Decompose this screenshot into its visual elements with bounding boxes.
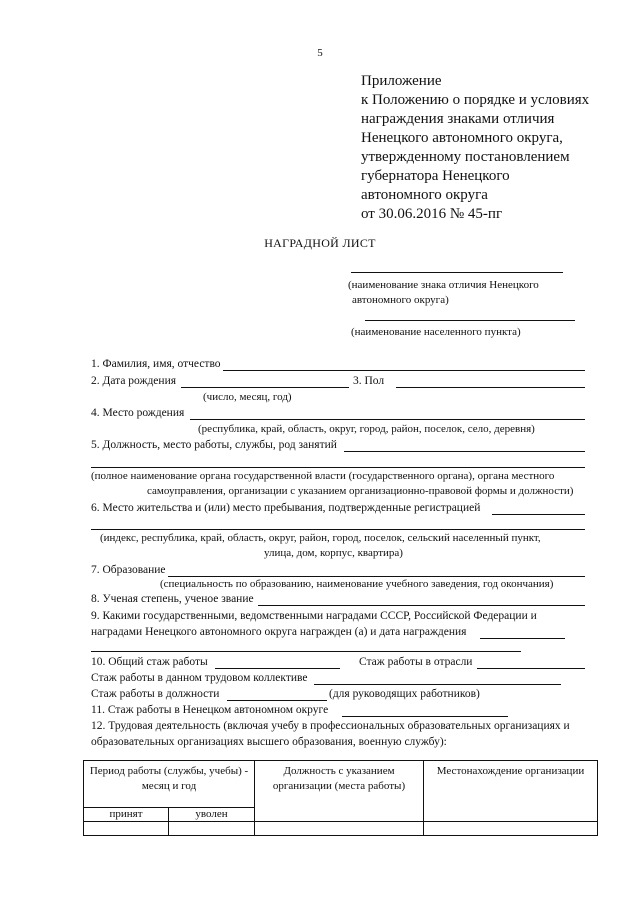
- full-name-field[interactable]: [223, 370, 585, 371]
- residence-field-2[interactable]: [91, 529, 585, 530]
- label-work-history: 12. Трудовая деятельность (включая учебу в профессиональных образовательных организациях и: [91, 720, 570, 732]
- table-cell[interactable]: [84, 822, 169, 836]
- position-experience-field[interactable]: [227, 700, 327, 701]
- residence-hint: улица, дом, корпус, квартира): [264, 547, 403, 559]
- position-hint: самоуправления, организации с указанием организационно-правовой формы и должности): [147, 485, 574, 497]
- label-degree: 8. Ученая степень, ученое звание: [91, 593, 254, 605]
- label-industry-experience: Стаж работы в отрасли: [359, 656, 473, 668]
- label-awards: наградами Ненецкого автономного округа награжден (а) и дата награждения: [91, 626, 467, 638]
- position-field[interactable]: [344, 451, 585, 452]
- appendix-line: Ненецкого автономного округа,: [361, 130, 563, 146]
- locality-caption: (наименование населенного пункта): [351, 326, 521, 338]
- position-experience-hint: (для руководящих работников): [329, 688, 480, 700]
- label-awards: 9. Какими государственными, ведомственными наградами СССР, Российской Федерации и: [91, 610, 537, 622]
- label-education: 7. Образование: [91, 564, 166, 576]
- appendix-line: к Положению о порядке и условиях: [361, 92, 590, 108]
- appendix-line: утвержденному постановлением: [361, 149, 570, 165]
- table-cell[interactable]: [255, 822, 424, 836]
- label-position-experience: Стаж работы в должности: [91, 688, 220, 700]
- label-sex: 3. Пол: [353, 375, 385, 387]
- award-name-caption: автономного округа): [352, 294, 449, 306]
- birth-date-hint: (число, месяц, год): [203, 391, 292, 403]
- label-full-name: 1. Фамилия, имя, отчество: [91, 358, 221, 370]
- nao-experience-field[interactable]: [342, 716, 508, 717]
- awards-field-2[interactable]: [91, 651, 521, 652]
- page-number: 5: [317, 47, 323, 59]
- label-residence: 6. Место жительства и (или) место пребывания, подтвержденные регистрацией: [91, 502, 481, 514]
- label-collective-experience: Стаж работы в данном трудовом коллективе: [91, 672, 308, 684]
- education-hint: (специальность по образованию, наименование учебного заведения, год окончания): [160, 578, 554, 590]
- appendix-line: автономного округа: [361, 187, 488, 203]
- birth-place-field[interactable]: [190, 419, 585, 420]
- header-location: Местонахождение организации: [424, 761, 598, 822]
- birth-date-field[interactable]: [181, 387, 349, 388]
- locality-field[interactable]: [365, 320, 575, 321]
- appendix-line: губернатора Ненецкого: [361, 168, 510, 184]
- position-hint: (полное наименование органа государственной власти (государственного органа), органа местного: [91, 470, 555, 482]
- appendix-line: Приложение: [361, 73, 442, 89]
- awards-field[interactable]: [480, 638, 565, 639]
- header-hired: принят: [84, 808, 169, 822]
- degree-field[interactable]: [258, 605, 585, 606]
- appendix-line: от 30.06.2016 № 45-пг: [361, 206, 503, 222]
- appendix-line: награждения знаками отличия: [361, 111, 555, 127]
- header-dismissed: уволен: [169, 808, 255, 822]
- collective-experience-field[interactable]: [314, 684, 561, 685]
- appendix-block: [361, 72, 589, 224]
- residence-field[interactable]: [492, 514, 585, 515]
- label-birth-date: 2. Дата рождения: [91, 375, 177, 387]
- table-cell[interactable]: [424, 822, 598, 836]
- document-title: НАГРАДНОЙ ЛИСТ: [264, 236, 376, 250]
- label-nao-experience: 11. Стаж работы в Ненецком автономном округе: [91, 704, 329, 716]
- award-name-field[interactable]: [351, 272, 563, 273]
- industry-experience-field[interactable]: [477, 668, 585, 669]
- header-period: Период работы (службы, учебы) - месяц и год: [84, 761, 255, 808]
- table-cell[interactable]: [169, 822, 255, 836]
- residence-hint: (индекс, республика, край, область, округ, район, город, поселок, сельский населенный пункт,: [100, 532, 541, 544]
- label-position: 5. Должность, место работы, службы, род занятий: [91, 439, 337, 451]
- birth-place-hint: (республика, край, область, округ, город, район, поселок, село, деревня): [198, 423, 535, 435]
- education-field[interactable]: [168, 576, 585, 577]
- header-position: Должность с указанием организации (места работы): [255, 761, 424, 822]
- position-field-2[interactable]: [91, 467, 585, 468]
- work-history-table: [83, 760, 598, 836]
- label-birth-place: 4. Место рождения: [91, 407, 185, 419]
- award-name-caption: (наименование знака отличия Ненецкого: [348, 279, 539, 291]
- label-work-history: образовательных организациях высшего образования, военную службу):: [91, 736, 447, 748]
- label-total-experience: 10. Общий стаж работы: [91, 656, 208, 668]
- sex-field[interactable]: [396, 387, 585, 388]
- total-experience-field[interactable]: [215, 668, 340, 669]
